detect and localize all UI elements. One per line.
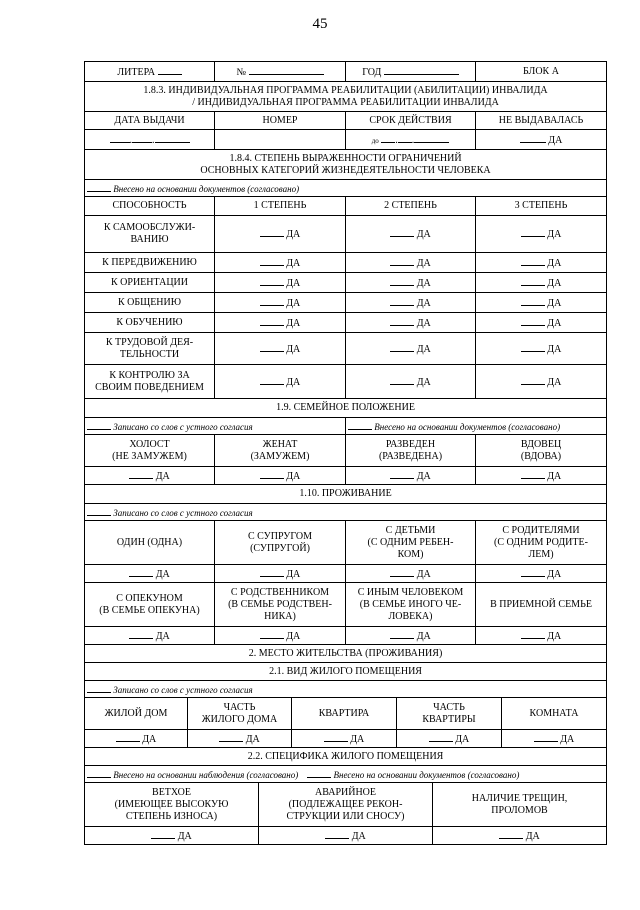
degree-1-checkbox[interactable]: ДА bbox=[215, 365, 346, 399]
with-relative-checkbox[interactable]: ДА bbox=[215, 627, 346, 645]
option-alone: ОДИН (ОДНА) bbox=[85, 521, 215, 565]
col-validity: СРОК ДЕЙСТВИЯ bbox=[346, 112, 476, 130]
degree-3-checkbox[interactable]: ДА bbox=[476, 365, 607, 399]
part-of-apartment-checkbox[interactable]: ДА bbox=[397, 730, 502, 748]
option-apartment: КВАРТИРА bbox=[292, 698, 397, 730]
option-part-of-house: ЧАСТЬ ЖИЛОГО ДОМА bbox=[188, 698, 292, 730]
option-with-parents: С РОДИТЕЛЯМИ (С ОДНИМ РОДИТЕ- ЛЕМ) bbox=[476, 521, 607, 565]
emergency-checkbox[interactable]: ДА bbox=[259, 827, 433, 845]
degree-3-checkbox[interactable]: ДА bbox=[476, 293, 607, 313]
degree-1-checkbox[interactable]: ДА bbox=[215, 273, 346, 293]
alone-checkbox[interactable]: ДА bbox=[85, 565, 215, 583]
option-single: ХОЛОСТ (НЕ ЗАМУЖЕМ) bbox=[85, 435, 215, 467]
degree-1-checkbox[interactable]: ДА bbox=[215, 293, 346, 313]
oral-consent-note[interactable]: Записано со слов с устного согласия bbox=[85, 504, 607, 521]
ability-row bbox=[85, 216, 607, 253]
litera-field[interactable] bbox=[85, 62, 215, 82]
option-with-children: С ДЕТЬМИ (С ОДНИМ РЕБЕН- КОМ) bbox=[346, 521, 476, 565]
year-field[interactable] bbox=[346, 62, 476, 82]
with-spouse-checkbox[interactable]: ДА bbox=[215, 565, 346, 583]
number-value-field[interactable] bbox=[215, 130, 346, 150]
block-label: БЛОК А bbox=[476, 62, 607, 82]
litera-label: ЛИТЕРА bbox=[117, 66, 156, 78]
form bbox=[84, 61, 606, 845]
foster-family-checkbox[interactable]: ДА bbox=[476, 627, 607, 645]
degree-3-checkbox[interactable]: ДА bbox=[476, 216, 607, 253]
room-checkbox[interactable]: ДА bbox=[502, 730, 607, 748]
ability-row bbox=[85, 365, 607, 399]
option-with-guardian: С ОПЕКУНОМ (В СЕМЬЕ ОПЕКУНА) bbox=[85, 583, 215, 627]
divorced-checkbox[interactable]: ДА bbox=[346, 467, 476, 485]
col-degree-3: 3 СТЕПЕНЬ bbox=[476, 197, 607, 216]
validity-field[interactable]: до . . bbox=[346, 130, 476, 150]
apartment-checkbox[interactable]: ДА bbox=[292, 730, 397, 748]
section-1-10 bbox=[84, 484, 607, 645]
degree-2-checkbox[interactable]: ДА bbox=[346, 333, 476, 365]
observation-note[interactable]: Внесено на основании наблюдения (согласовано) bbox=[87, 768, 298, 781]
degree-2-checkbox[interactable]: ДА bbox=[346, 293, 476, 313]
documents-note[interactable]: Внесено на основании документов (согласовано) bbox=[307, 768, 519, 781]
married-checkbox[interactable]: ДА bbox=[215, 467, 346, 485]
issue-date-field[interactable]: . . bbox=[85, 130, 215, 150]
ability-label: К ПЕРЕДВИЖЕНИЮ bbox=[85, 253, 215, 273]
ability-row bbox=[85, 333, 607, 365]
ability-row bbox=[85, 313, 607, 333]
documents-note[interactable]: Внесено на основании документов (согласовано) bbox=[346, 418, 607, 435]
cracks-checkbox[interactable]: ДА bbox=[433, 827, 607, 845]
option-with-spouse: С СУПРУГОМ (СУПРУГОЙ) bbox=[215, 521, 346, 565]
with-guardian-checkbox[interactable]: ДА bbox=[85, 627, 215, 645]
col-degree-2: 2 СТЕПЕНЬ bbox=[346, 197, 476, 216]
ability-label: К ОРИЕНТАЦИИ bbox=[85, 273, 215, 293]
house-checkbox[interactable]: ДА bbox=[85, 730, 188, 748]
col-degree-1: 1 СТЕПЕНЬ bbox=[215, 197, 346, 216]
number-label: № bbox=[236, 66, 247, 78]
section-1-8-3 bbox=[84, 81, 607, 150]
ability-label: К ОБЩЕНИЮ bbox=[85, 293, 215, 313]
ability-label: К САМООБСЛУЖИ- ВАНИЮ bbox=[85, 216, 215, 253]
ability-row bbox=[85, 293, 607, 313]
notes-row bbox=[85, 766, 607, 783]
oral-consent-note[interactable]: Записано со слов с устного согласия bbox=[85, 418, 346, 435]
section-2-1-title: 2.1. ВИД ЖИЛОГО ПОМЕЩЕНИЯ bbox=[85, 663, 607, 681]
option-married: ЖЕНАТ (ЗАМУЖЕМ) bbox=[215, 435, 346, 467]
option-emergency: АВАРИЙНОЕ (ПОДЛЕЖАЩЕЕ РЕКОН- СТРУКЦИИ ИЛИ СНОСУ) bbox=[259, 783, 433, 827]
degree-1-checkbox[interactable]: ДА bbox=[215, 313, 346, 333]
section-1-9-title: 1.9. СЕМЕЙНОЕ ПОЛОЖЕНИЕ bbox=[85, 399, 607, 418]
option-cracks: НАЛИЧИЕ ТРЕЩИН, ПРОЛОМОВ bbox=[433, 783, 607, 827]
option-with-relative: С РОДСТВЕННИКОМ (В СЕМЬЕ РОДСТВЕН- НИКА) bbox=[215, 583, 346, 627]
option-house: ЖИЛОЙ ДОМ bbox=[85, 698, 188, 730]
section-1-9 bbox=[84, 398, 607, 485]
degree-3-checkbox[interactable]: ДА bbox=[476, 273, 607, 293]
section-2-title: 2. МЕСТО ЖИТЕЛЬСТВА (ПРОЖИВАНИЯ) bbox=[85, 645, 607, 663]
oral-consent-note[interactable]: Записано со слов с устного согласия bbox=[85, 681, 607, 698]
col-ability: СПОСОБНОСТЬ bbox=[85, 197, 215, 216]
year-label: ГОД bbox=[362, 66, 382, 78]
degree-2-checkbox[interactable]: ДА bbox=[346, 253, 476, 273]
section-1-8-4 bbox=[84, 149, 607, 399]
section-2-2-title: 2.2. СПЕЦИФИКА ЖИЛОГО ПОМЕЩЕНИЯ bbox=[85, 748, 607, 766]
section-1-10-title: 1.10. ПРОЖИВАНИЕ bbox=[85, 485, 607, 504]
option-dilapidated: ВЕТХОЕ (ИМЕЮЩЕЕ ВЫСОКУЮ СТЕПЕНЬ ИЗНОСА) bbox=[85, 783, 259, 827]
degree-3-checkbox[interactable]: ДА bbox=[476, 253, 607, 273]
with-parents-checkbox[interactable]: ДА bbox=[476, 565, 607, 583]
option-widowed: ВДОВЕЦ (ВДОВА) bbox=[476, 435, 607, 467]
degree-2-checkbox[interactable]: ДА bbox=[346, 313, 476, 333]
degree-2-checkbox[interactable]: ДА bbox=[346, 216, 476, 253]
option-divorced: РАЗВЕДЕН (РАЗВЕДЕНА) bbox=[346, 435, 476, 467]
degree-1-checkbox[interactable]: ДА bbox=[215, 333, 346, 365]
option-with-other-person: С ИНЫМ ЧЕЛОВЕКОМ (В СЕМЬЕ ИНОГО ЧЕ- ЛОВЕКА) bbox=[346, 583, 476, 627]
not-issued-checkbox[interactable]: ДА bbox=[476, 130, 607, 150]
section-1-8-4-title: 1.8.4. СТЕПЕНЬ ВЫРАЖЕННОСТИ ОГРАНИЧЕНИЙ ОСНОВНЫХ КАТЕГОРИЙ ЖИЗНЕДЕЯТЕЛЬНОСТИ ЧЕЛОВЕКА bbox=[85, 150, 607, 180]
option-foster-family: В ПРИЕМНОЙ СЕМЬЕ bbox=[476, 583, 607, 627]
widowed-checkbox[interactable]: ДА bbox=[476, 467, 607, 485]
ability-label: К ТРУДОВОЙ ДЕЯ- ТЕЛЬНОСТИ bbox=[85, 333, 215, 365]
col-issue-date: ДАТА ВЫДАЧИ bbox=[85, 112, 215, 130]
single-checkbox[interactable]: ДА bbox=[85, 467, 215, 485]
option-part-of-apartment: ЧАСТЬ КВАРТИРЫ bbox=[397, 698, 502, 730]
ability-label: К КОНТРОЛЮ ЗА СВОИМ ПОВЕДЕНИЕМ bbox=[85, 365, 215, 399]
dilapidated-checkbox[interactable]: ДА bbox=[85, 827, 259, 845]
with-children-checkbox[interactable]: ДА bbox=[346, 565, 476, 583]
section-2-1 bbox=[84, 644, 607, 748]
section-1-8-3-title: 1.8.3. ИНДИВИДУАЛЬНАЯ ПРОГРАММА РЕАБИЛИТАЦИИ (АБИЛИТАЦИИ) ИНВАЛИДА / ИНДИВИДУАЛЬНАЯ ПРОГРАММА РЕАБИЛИТАЦИИ ИНВАЛИДА bbox=[85, 82, 607, 112]
ability-row bbox=[85, 273, 607, 293]
degree-3-checkbox[interactable]: ДА bbox=[476, 313, 607, 333]
page-number: 45 bbox=[312, 16, 328, 32]
number-field[interactable] bbox=[215, 62, 346, 82]
degree-3-checkbox[interactable]: ДА bbox=[476, 333, 607, 365]
degree-2-checkbox[interactable]: ДА bbox=[346, 365, 476, 399]
ability-row bbox=[85, 253, 607, 273]
col-not-issued: НЕ ВЫДАВАЛАСЬ bbox=[476, 112, 607, 130]
part-of-house-checkbox[interactable]: ДА bbox=[188, 730, 292, 748]
with-other-person-checkbox[interactable]: ДА bbox=[346, 627, 476, 645]
col-number: НОМЕР bbox=[215, 112, 346, 130]
degree-2-checkbox[interactable]: ДА bbox=[346, 273, 476, 293]
degree-1-checkbox[interactable]: ДА bbox=[215, 253, 346, 273]
ability-label: К ОБУЧЕНИЮ bbox=[85, 313, 215, 333]
documents-note[interactable]: Внесено на основании документов (согласовано) bbox=[85, 180, 607, 197]
degree-1-checkbox[interactable]: ДА bbox=[215, 216, 346, 253]
option-room: КОМНАТА bbox=[502, 698, 607, 730]
section-2-2 bbox=[84, 747, 607, 845]
header-table bbox=[84, 61, 607, 82]
